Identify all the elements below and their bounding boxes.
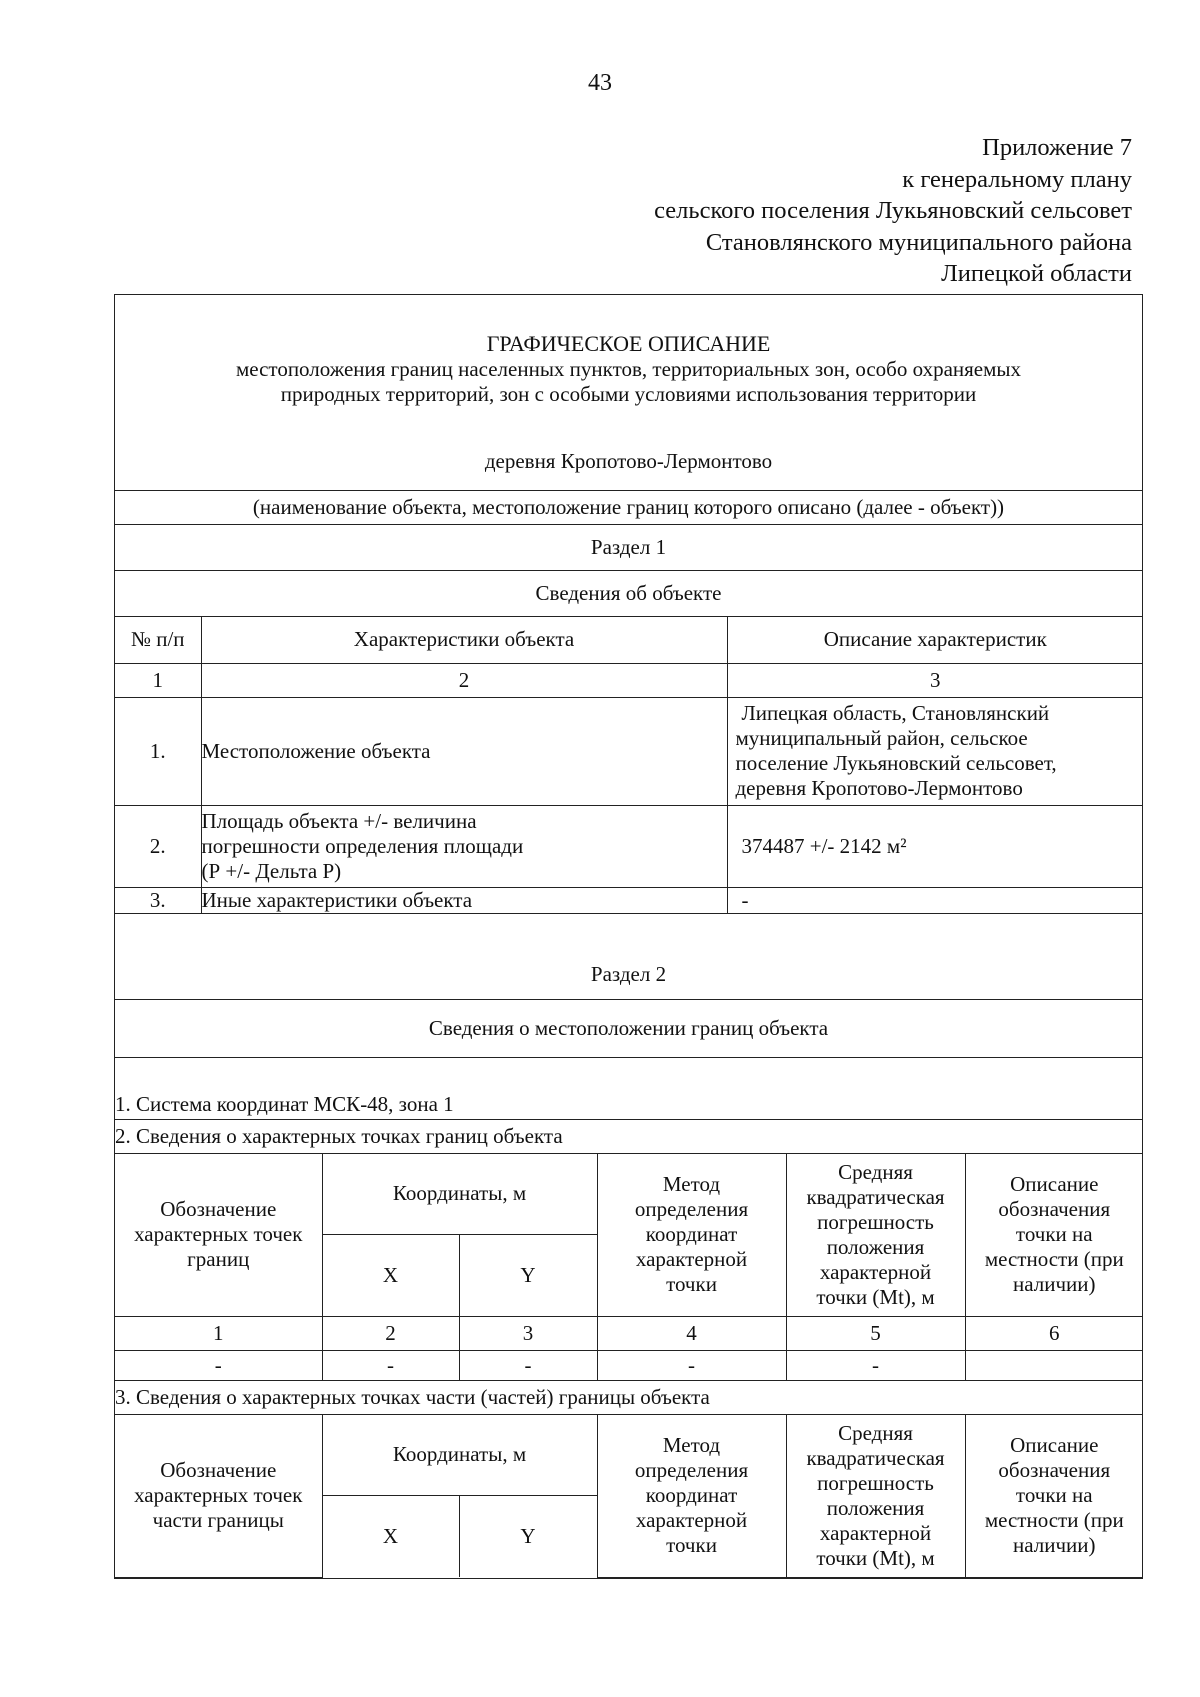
table-cell [965,1350,1143,1380]
appendix-line: Становлянского муниципального района [705,228,1132,256]
section2-title: Раздел 2 [115,914,1143,1000]
error-header [786,1154,965,1316]
header-line: точки (Mt), м [816,1545,935,1570]
header-line: точки [666,1533,717,1558]
description-header [965,1154,1143,1316]
graphic-description-table [114,294,1143,1579]
header-line: Метод [662,1172,721,1197]
document-subtitle: природных территорий, зон с особыми условиями использования территории [280,382,977,406]
column-number: 1 [115,663,201,697]
header-line: характерных точек [134,1222,303,1247]
object-name: деревня Кропотово-Лермонтово [484,449,773,473]
table-row [115,887,1143,913]
row-description: - [727,887,1143,913]
table-row [115,697,1143,805]
header-line: характерной [819,1259,932,1284]
appendix-line: сельского поселения Лукьяновский сельсовет [654,197,1132,224]
x-header: X [322,1495,459,1577]
designation-header [115,1154,322,1316]
points-table-wrapper [115,1154,1143,1381]
header-line: характерной [635,1508,748,1533]
header-line: точки (Mt), м [816,1284,935,1309]
header-line: точки на [1015,1222,1093,1247]
header-line: Метод [662,1433,721,1458]
header-line: характерной [819,1520,932,1545]
document-title: ГРАФИЧЕСКОЕ ОПИСАНИЕ [486,331,771,356]
description-line: поселение Лукьяновский сельсовет, [735,751,1057,775]
section1-subtitle: Сведения об объекте [115,571,1143,617]
row-description: 374487 +/- 2142 м² [727,805,1143,887]
points-table [115,1154,1143,1380]
column-header: № п/п [115,617,201,663]
header-line: местности (при [984,1247,1124,1272]
parts-table [115,1415,1143,1578]
row-name: Местоположение объекта [201,697,727,805]
points-section-title: 2. Сведения о характерных точках границ объекта [115,1120,1143,1154]
column-header: Описание характеристик [727,617,1143,663]
table-row [115,1350,1143,1380]
section1-table-wrapper [115,617,1143,914]
name-line: (Р +/- Дельта Р) [201,858,342,883]
table-cell: - [115,1350,322,1380]
row-number: 2. [115,805,201,887]
header-line: положения [826,1234,925,1259]
column-number: 3 [727,663,1143,697]
x-header: X [322,1234,459,1316]
parts-table-wrapper [115,1415,1143,1579]
section1-title: Раздел 1 [115,525,1143,571]
section1-table [115,617,1143,913]
header-line: точки [666,1272,717,1297]
header-line: границ [187,1247,250,1272]
header-line: определения [634,1197,749,1222]
appendix-line: Липецкой области [941,260,1132,287]
header-line: квадратическая [806,1184,945,1209]
table-cell: - [459,1350,597,1380]
name-line: Площадь объекта +/- величина [201,808,477,833]
y-header: Y [459,1495,597,1577]
header-line: Средняя [838,1420,913,1445]
header-line: положения [826,1495,925,1520]
column-number-row [115,1316,1143,1350]
header-line: точки на [1015,1483,1093,1508]
coordinates-header: Координаты, м [322,1154,597,1234]
row-description [727,697,1143,805]
appendix-line: Приложение 7 [982,134,1132,161]
method-header [597,1415,786,1577]
table-header-row [115,617,1143,663]
page-number: 43 [588,70,612,96]
column-number: 2 [201,663,727,697]
header-line: обозначения [998,1458,1111,1483]
appendix-line: к генеральному плану [902,165,1132,193]
header-line: характерной [635,1247,748,1272]
column-number: 2 [322,1316,459,1350]
designation-header [115,1415,322,1577]
method-header [597,1154,786,1316]
description-line: муниципальный район, сельское [735,726,1028,750]
section2-subtitle: Сведения о местоположении границ объекта [115,1000,1143,1058]
description-line: Липецкая область, Становлянский [741,701,1050,725]
header-line: характерных точек [134,1483,303,1508]
document-header [115,295,1143,491]
header-line: обозначения [998,1197,1111,1222]
column-number: 1 [115,1316,322,1350]
column-number: 5 [786,1316,965,1350]
header-line: Описание [1010,1433,1099,1458]
description-header [965,1415,1143,1577]
document-subtitle: местоположения границ населенных пунктов, территориальных зон, особо охраняемых [235,357,1022,381]
name-line: погрешности определения площади [201,833,524,858]
header-line: наличии) [1013,1533,1096,1558]
header-line: Обозначение [160,1458,277,1483]
y-header: Y [459,1234,597,1316]
header-line: наличии) [1013,1272,1096,1297]
table-cell: - [786,1350,965,1380]
table-row [115,805,1143,887]
column-number: 6 [965,1316,1143,1350]
appendix-heading [654,132,1132,290]
row-number: 1. [115,697,201,805]
description-line: деревня Кропотово-Лермонтово [735,776,1023,800]
header-line: погрешность [817,1209,934,1234]
header-line: Описание [1010,1172,1099,1197]
header-line: погрешность [817,1470,934,1495]
header-line: координат [645,1483,738,1508]
table-cell: - [597,1350,786,1380]
header-line: местности (при [984,1508,1124,1533]
header-line: координат [645,1222,738,1247]
error-header [786,1415,965,1577]
column-header: Характеристики объекта [201,617,727,663]
column-number: 4 [597,1316,786,1350]
header-line: Обозначение [160,1197,277,1222]
row-name [201,805,727,887]
table-cell: - [322,1350,459,1380]
row-number: 3. [115,887,201,913]
row-name: Иные характеристики объекта [201,887,727,913]
header-line: определения [634,1458,749,1483]
header-line: части границы [152,1508,284,1533]
column-number: 3 [459,1316,597,1350]
parts-section-title: 3. Сведения о характерных точках части (частей) границы объекта [115,1381,1143,1415]
column-number-row [115,663,1143,697]
header-line: Средняя [838,1159,913,1184]
coordinate-system: 1. Система координат МСК-48, зона 1 [115,1058,1143,1120]
object-caption: (наименование объекта, местоположение границ которого описано (далее - объект)) [115,491,1143,525]
coordinates-header: Координаты, м [322,1415,597,1495]
header-line: квадратическая [806,1445,945,1470]
